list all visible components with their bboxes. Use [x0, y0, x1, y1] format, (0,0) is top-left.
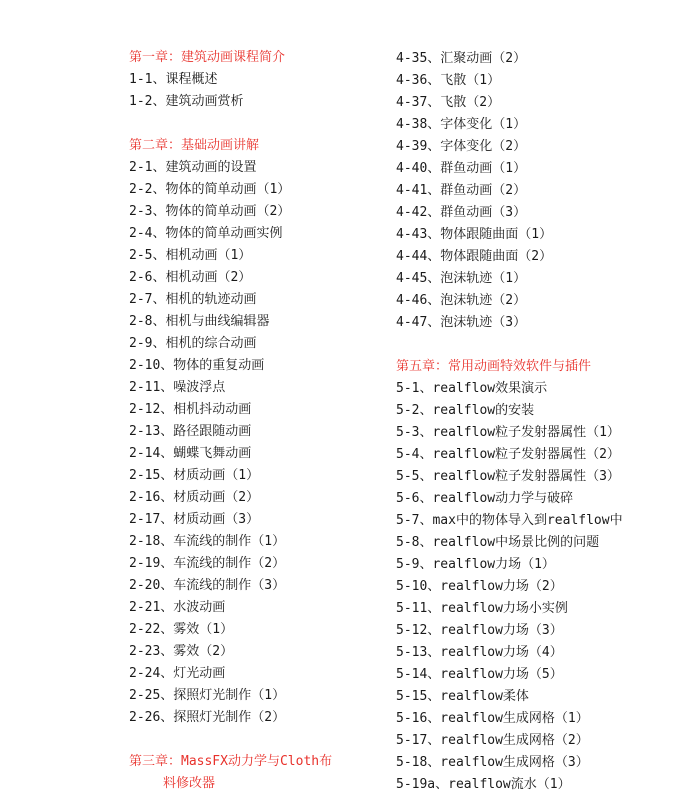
toc-entry: 5-19a、realflow流水（1）: [396, 777, 571, 792]
toc-entry: 2-7、相机的轨迹动画: [129, 292, 257, 307]
toc-entry: 4-35、汇聚动画（2）: [396, 51, 527, 66]
toc-entry: 2-3、物体的简单动画（2）: [129, 204, 291, 219]
toc-entry: 5-11、realflow力场小实例: [396, 601, 568, 616]
toc-entry: 4-40、群鱼动画（1）: [396, 161, 527, 176]
toc-entry: 5-17、realflow生成网格（2）: [396, 733, 589, 748]
left-column: [129, 47, 354, 795]
toc-entry: 2-13、路径跟随动画: [129, 424, 252, 439]
toc-entry: 2-25、探照灯光制作（1）: [129, 688, 286, 703]
toc-entry: 5-4、realflow粒子发射器属性（2）: [396, 447, 620, 462]
toc-entry: 5-1、realflow效果演示: [396, 381, 548, 396]
chapter-4-continued-list: [396, 48, 686, 334]
toc-entry: 2-6、相机动画（2）: [129, 270, 252, 285]
toc-entry: 2-1、建筑动画的设置: [129, 160, 257, 175]
toc-entry: 4-45、泡沫轨迹（1）: [396, 271, 527, 286]
toc-entry: 1-1、课程概述: [129, 72, 218, 87]
toc-entry: 2-4、物体的简单动画实例: [129, 226, 283, 241]
toc-entry: 4-46、泡沫轨迹（2）: [396, 293, 527, 308]
toc-entry: 5-16、realflow生成网格（1）: [396, 711, 589, 726]
chapter-1-heading: 第一章：建筑动画课程简介: [129, 50, 286, 65]
toc-entry: 5-7、max中的物体导入到realflow中: [396, 513, 623, 528]
toc-entry: 2-26、探照灯光制作（2）: [129, 710, 286, 725]
toc-entry: 2-16、材质动画（2）: [129, 490, 260, 505]
toc-entry: 2-14、蝴蝶飞舞动画: [129, 446, 252, 461]
toc-entry: 4-36、飞散（1）: [396, 73, 501, 88]
toc-entry: 2-23、雾效（2）: [129, 644, 234, 659]
toc-entry: 4-42、群鱼动画（3）: [396, 205, 527, 220]
chapter-2-heading: 第二章：基础动画讲解: [129, 138, 260, 153]
toc-entry: 5-15、realflow柔体: [396, 689, 529, 704]
toc-entry: 5-5、realflow粒子发射器属性（3）: [396, 469, 620, 484]
chapter-3-heading-line1: 第三章：MassFX动力学与Cloth布: [129, 754, 333, 769]
toc-entry: 2-5、相机动画（1）: [129, 248, 252, 263]
spacer: [129, 729, 354, 751]
chapter-2-list: [129, 157, 354, 729]
toc-entry: 2-18、车流线的制作（1）: [129, 534, 286, 549]
chapter-5-heading: 第五章：常用动画特效软件与插件: [396, 359, 592, 374]
toc-entry: 2-10、物体的重复动画: [129, 358, 265, 373]
spacer: [129, 113, 354, 135]
toc-entry: 2-12、相机抖动动画: [129, 402, 252, 417]
toc-entry: 5-12、realflow力场（3）: [396, 623, 563, 638]
toc-entry: 4-43、物体跟随曲面（1）: [396, 227, 553, 242]
toc-entry: 2-20、车流线的制作（3）: [129, 578, 286, 593]
toc-entry: 5-8、realflow中场景比例的问题: [396, 535, 600, 550]
toc-entry: 2-15、材质动画（1）: [129, 468, 260, 483]
spacer: [396, 334, 686, 356]
toc-entry: 4-44、物体跟随曲面（2）: [396, 249, 553, 264]
toc-entry: 5-9、realflow力场（1）: [396, 557, 555, 572]
toc-entry: 2-17、材质动画（3）: [129, 512, 260, 527]
toc-entry: 2-2、物体的简单动画（1）: [129, 182, 291, 197]
chapter-3-heading: [129, 751, 334, 795]
toc-entry: 2-11、噪波浮点: [129, 380, 226, 395]
toc-entry: 4-39、字体变化（2）: [396, 139, 527, 154]
toc-entry: 5-14、realflow力场（5）: [396, 667, 563, 682]
toc-entry: 5-10、realflow力场（2）: [396, 579, 563, 594]
toc-entry: 5-6、realflow动力学与破碎: [396, 491, 574, 506]
toc-entry: 5-18、realflow生成网格（3）: [396, 755, 589, 770]
toc-entry: 4-47、泡沫轨迹（3）: [396, 315, 527, 330]
toc-entry: 5-13、realflow力场（4）: [396, 645, 563, 660]
chapter-1-list: [129, 69, 354, 113]
toc-entry: 4-38、字体变化（1）: [396, 117, 527, 132]
toc-entry: 5-3、realflow粒子发射器属性（1）: [396, 425, 620, 440]
chapter-3-heading-line2: 料修改器: [163, 776, 216, 791]
chapter-5-list: [396, 378, 686, 796]
toc-entry: 2-8、相机与曲线编辑器: [129, 314, 270, 329]
toc-entry: 2-19、车流线的制作（2）: [129, 556, 286, 571]
toc-entry: 2-22、雾效（1）: [129, 622, 234, 637]
toc-entry: 5-2、realflow的安装: [396, 403, 535, 418]
right-column: [396, 48, 686, 796]
toc-entry: 4-41、群鱼动画（2）: [396, 183, 527, 198]
toc-entry: 2-24、灯光动画: [129, 666, 226, 681]
toc-entry: 2-21、水波动画: [129, 600, 226, 615]
toc-entry: 1-2、建筑动画赏析: [129, 94, 244, 109]
toc-entry: 4-37、飞散（2）: [396, 95, 501, 110]
toc-entry: 2-9、相机的综合动画: [129, 336, 257, 351]
